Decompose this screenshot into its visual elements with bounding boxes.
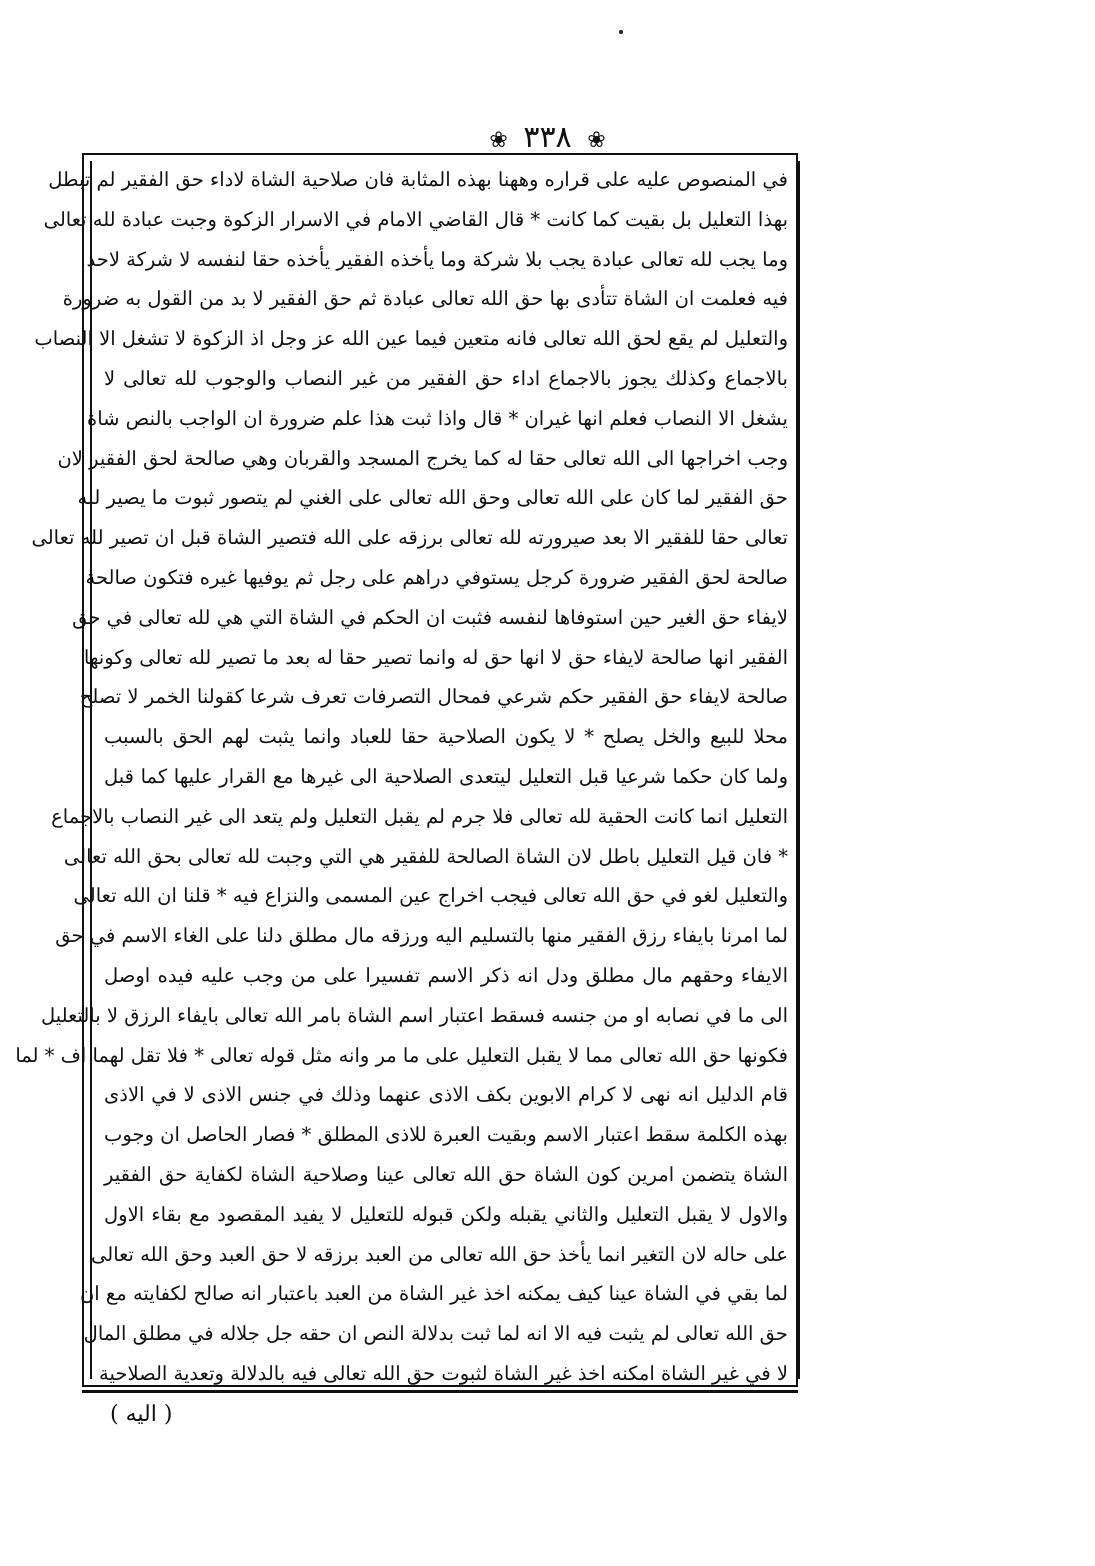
text-line: والتعليل لم يقع لحق الله تعالى فانه متعين فيما عين الله عز وجل اذ الزكوة لا تشغل الا النصاب [34, 327, 788, 351]
catchword: ( اليه ) [110, 1402, 173, 1427]
text-line: الايفاء وحقهم مال مطلق ودل انه ذكر الاسم تفسيرا على من وجب عليه فيده اوصل [104, 963, 788, 987]
text-line: وجب اخراجها الى الله تعالى حقا له كما يخرج المسجد والقربان وهي صالحة لحق الفقير لان [57, 446, 788, 470]
ink-speck [619, 30, 623, 34]
text-line: لما بقي في الشاة عينا كيف يمكنه اخذ غير الشاة من العبد باعتبار انه صالح لكفايته مع ان [79, 1282, 788, 1306]
text-line: بالاجماع وكذلك يجوز بالاجماع اداء حق الفقير من غير النصاب والوجوب لله تعالى لا [104, 366, 788, 390]
text-line: قام الدليل انه نهى لا كرام الابوين بكف الاذى عنهما وذلك في جنس الاذى لا في الاذى [104, 1083, 788, 1107]
text-line: في المنصوص عليه على قراره وههنا بهذه المثابة فان صلاحية الشاة لاداء حق الفقير لم تبطل [48, 168, 788, 191]
text-line: حق الله تعالى لم يثبت فيه الا انه لما ثبت بدلالة النص ان حقه جل جلاله في مطلق المال [83, 1322, 788, 1346]
text-line: لما امرنا بايفاء رزق الفقير منها بالتسليم اليه ورزقه مال مطلق دلنا على الغاء الاسم في حق [55, 924, 788, 948]
text-line: وما يجب لله تعالى عبادة يجب بلا شركة وما يأخذه الفقير يأخذه حقا لنفسه لا شركة لاحد [86, 247, 788, 271]
text-line: صالحة لحق الفقير ضرورة كرجل يستوفي دراهم على رجل ثم يوفيها غيره فتكون صالحة [85, 565, 788, 589]
page-number: ٣٣٨ [523, 120, 572, 155]
text-line: التعليل انما كانت الحقية لله تعالى فلا جرم لم يقبل التعليل ولم يتعد الى غير النصاب بالاجماع [51, 804, 788, 828]
text-line: والاول لا يقبل التعليل والثاني يقبله ولكن قبوله للتعليل لا يفيد المقصود مع بقاء الاول [104, 1202, 788, 1226]
text-line: على حاله لان التغير انما يأخذ حق الله تعالى من العبد برزقه لا حق العبد وحق الله تعالى [91, 1242, 788, 1266]
ornament-left-icon: ❀ [489, 128, 508, 153]
text-line: تعالى حقا للفقير الا بعد صيرورته لله تعالى برزقه على الله فتصير الشاة قبل ان تصير لله تعالى [31, 526, 788, 550]
text-line: محلا للبيع والخل يصلح * لا يكون الصلاحية حقا للعباد وانما يثبت لهم الحق بالسبب [104, 725, 788, 749]
text-line: ولما كان حكما شرعيا قبل التعليل ليتعدى الصلاحية الى غيرها مع القرار عليها كما قبل [104, 764, 788, 788]
text-line: والتعليل لغو في حق الله تعالى فيجب اخراج عين المسمى والنزاع فيه * قلنا ان الله تعالى [73, 884, 788, 908]
text-line: فكونها حق الله تعالى مما لا يقبل التعليل على ما مر وانه مثل قوله تعالى * فلا تقل لهما اف * لما [15, 1043, 788, 1067]
text-line: بهذه الكلمة سقط اعتبار الاسم وبقيت العبرة للاذى المطلق * فصار الحاصل ان وجوب [104, 1123, 788, 1147]
text-line: بهذا التعليل بل بقيت كما كانت * قال القاضي الامام في الاسرار الزكوة وجبت عبادة لله تعالى [43, 207, 788, 231]
text-line: * فان قيل التعليل باطل لان الشاة الصالحة للفقير هي التي وجبت لله تعالى بحق الله تعالى [63, 844, 788, 868]
text-line: الشاة يتضمن امرين كون الشاة حق الله تعالى عينا وصلاحية الشاة لكفاية حق الفقير [104, 1162, 788, 1186]
text-line: حق الفقير لما كان على الله تعالى وحق الله تعالى على الغني لم يتصور ثبوت ما يصير لله [77, 486, 788, 510]
text-line: الفقير انها صالحة لايفاء حق لا انها حق له وانما تصير حقا له بعد ما تصير لله تعالى وكونها [83, 645, 788, 669]
text-line: الى ما في نصابه او من جنسه فسقط اعتبار اسم الشاة بامر الله تعالى بايفاء الرزق لا بالتعليل [40, 1003, 788, 1027]
ornament-right-icon: ❀ [587, 128, 606, 153]
text-line: لايفاء حق الغير حين استوفاها لنفسه فثبت ان الحكم في الشاة التي هي لله تعالى في حق [72, 605, 788, 629]
text-line: يشغل الا النصاب فعلم انها غيران * قال واذا ثبت هذا علم ضرورة ان الواجب بالنص شاة [86, 406, 788, 430]
text-line: لا في غير الشاة امكنه اخذ غير الشاة لثبوت حق الله تعالى فيه بالدلالة وتعدية الصلاحية [99, 1361, 788, 1385]
main-text [15, 160, 788, 1394]
text-line: فيه فعلمت ان الشاة تتأدى بها حق الله تعالى عبادة ثم حق الفقير لا بد من القول به ضرورة [62, 287, 788, 311]
text-line: صالحة لايفاء حق الفقير حكم شرعي فمحال التصرفات تعرف شرعا كقولنا الخمر لا تصلح [79, 685, 788, 709]
